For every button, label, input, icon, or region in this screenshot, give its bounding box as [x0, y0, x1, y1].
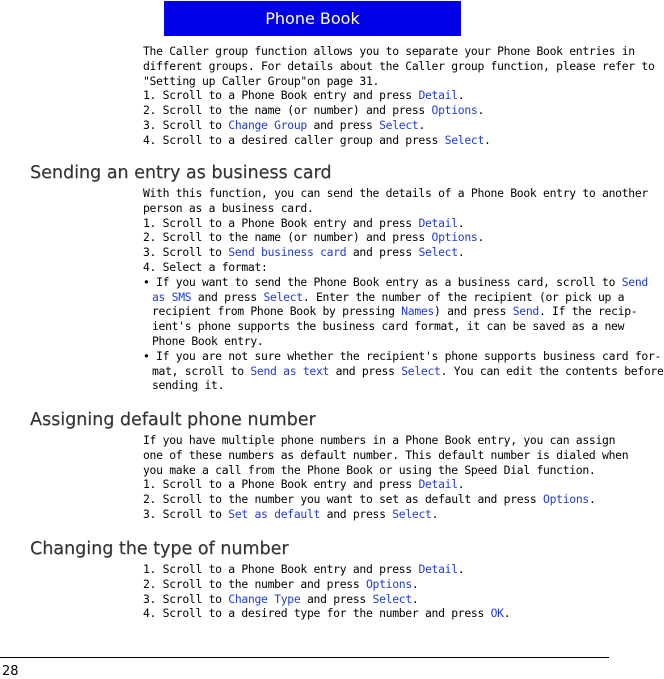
- bullet-text: • If you are not sure whether the recipient's phone supports business card for-: [143, 348, 662, 363]
- heading-number-type: Changing the type of number: [30, 539, 289, 559]
- step-4: 4. Scroll to a desired type for the number and press OK.: [143, 606, 511, 621]
- step-1: 1. Scroll to a Phone Book entry and press Detail.: [143, 562, 465, 576]
- step-4: 4. Select a format:: [143, 259, 268, 274]
- footer-divider: [0, 657, 609, 658]
- default-paragraph-line: If you have multiple phone numbers in a Phone Book entry, you can assign: [143, 433, 616, 447]
- step-3: 3. Scroll to Change Type and press Select.: [143, 591, 419, 606]
- heading-default-number: Assigning default phone number: [30, 410, 316, 430]
- step-1: 1. Scroll to a Phone Book entry and press Detail.: [143, 88, 465, 103]
- bullet-sms: • If you want to send the Phone Book entry as a business card, scroll to Send: [143, 274, 648, 289]
- intro-paragraph-line: The Caller group function allows you to separate your Phone Book entries in: [143, 44, 635, 58]
- page-number: 28: [2, 664, 19, 679]
- header-title: Phone Book: [265, 9, 360, 28]
- heading-business-card: Sending an entry as business card: [30, 163, 332, 183]
- number-type-section: [143, 562, 607, 621]
- bullet-text-line: mat, scroll to Send as text and press Select. You can edit the contents before: [152, 363, 664, 378]
- step-3: 3. Scroll to Set as default and press Select.: [143, 506, 439, 521]
- intro-paragraph-line: "Setting up Caller Group"on page 31.: [143, 73, 380, 88]
- step-4: 4. Scroll to a desired caller group and press Select.: [143, 132, 491, 147]
- step-1: 1. Scroll to a Phone Book entry and press Detail.: [143, 477, 465, 492]
- bullet-sms-line: Phone Book entry.: [152, 333, 264, 348]
- intro-section: [143, 44, 655, 148]
- bullet-sms-line: as SMS and press Select. Enter the number of the recipient (or pick up a: [152, 289, 625, 304]
- bullet-sms-line: ient's phone supports the business card format, it can be saved as a new: [152, 319, 625, 334]
- step-2: 2. Scroll to the name (or number) and press Options.: [143, 103, 485, 118]
- step-3: 3. Scroll to Send business card and press Select.: [143, 245, 465, 260]
- page-header: [164, 1, 461, 36]
- default-number-section: [143, 433, 629, 522]
- bullet-text-line: sending it.: [152, 378, 225, 393]
- default-paragraph-line: you make a call from the Phone Book or using the Speed Dial function.: [143, 462, 596, 477]
- step-2: 2. Scroll to the number you want to set as default and press Options.: [143, 492, 596, 507]
- intro-paragraph-line: different groups. For details about the Caller group function, please refer to: [143, 58, 655, 73]
- business-paragraph-line: person as a business card.: [143, 200, 314, 215]
- step-1: 1. Scroll to a Phone Book entry and press Detail.: [143, 215, 465, 230]
- business-paragraph-line: With this function, you can send the details of a Phone Book entry to another: [143, 186, 648, 200]
- business-card-section: [143, 186, 664, 393]
- default-paragraph-line: one of these numbers as default number. This default number is dialed when: [143, 447, 629, 462]
- step-3: 3. Scroll to Change Group and press Select.: [143, 117, 426, 132]
- step-2: 2. Scroll to the name (or number) and press Options.: [143, 230, 485, 245]
- step-2: 2. Scroll to the number and press Options.: [143, 576, 419, 591]
- bullet-sms-line: recipient from Phone Book by pressing Names) and press Send. If the recip-: [152, 304, 638, 319]
